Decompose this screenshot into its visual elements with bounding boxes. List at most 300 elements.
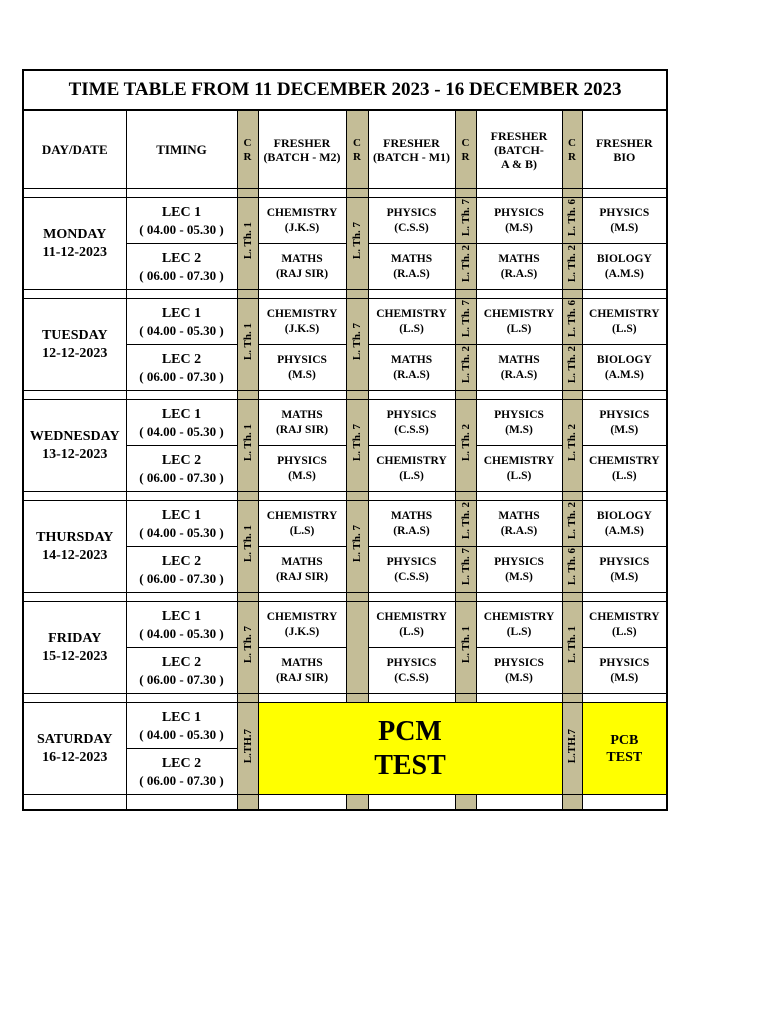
spacer-cell xyxy=(126,391,237,400)
day-name: TUESDAY xyxy=(41,327,108,343)
room-label: L. Th. 2 xyxy=(566,502,578,540)
subject-name: CHEMISTRY xyxy=(589,307,660,320)
subject-cell xyxy=(258,446,346,492)
spacer-cell xyxy=(368,795,455,811)
lecture-label: LEC 1 xyxy=(161,709,202,725)
teacher-initials: (L.S) xyxy=(506,322,532,335)
spacer-cell xyxy=(562,189,582,198)
day-date-cell xyxy=(23,602,126,694)
lecture-label: LEC 2 xyxy=(161,351,202,367)
subject-name: MATHS xyxy=(390,353,433,366)
subject-name: MATHS xyxy=(498,252,540,265)
teacher-initials: (RAJ SIR) xyxy=(275,267,329,280)
spacer-cell xyxy=(476,290,562,299)
subject-cell xyxy=(476,547,562,593)
lecture-time: ( 04.00 - 05.30 ) xyxy=(139,625,224,641)
room-label: L. Th. 2 xyxy=(459,245,472,283)
spacer-cell xyxy=(476,492,562,501)
room-cell xyxy=(346,198,368,290)
header-cr: C R xyxy=(237,110,258,189)
spacer-cell xyxy=(258,492,346,501)
subject-cell xyxy=(476,648,562,694)
subject-cell xyxy=(258,648,346,694)
spacer-cell xyxy=(258,795,346,811)
lecture-time: ( 06.00 - 07.30 ) xyxy=(139,671,224,687)
lecture-label: LEC 1 xyxy=(161,406,202,422)
subject-cell xyxy=(368,198,455,244)
room-cell xyxy=(455,602,476,694)
subject-name: PHYSICS xyxy=(494,656,544,669)
teacher-initials: (L.S) xyxy=(612,625,637,638)
subject-cell xyxy=(368,299,455,345)
teacher-initials: (M.S) xyxy=(288,469,316,482)
subject-name: PHYSICS xyxy=(386,656,437,669)
lecture-cell xyxy=(126,648,237,694)
subject-name: PHYSICS xyxy=(599,206,650,219)
teacher-initials: (L.S) xyxy=(399,625,424,638)
subject-name: CHEMISTRY xyxy=(589,454,660,467)
subject-cell xyxy=(258,501,346,547)
subject-name: PHYSICS xyxy=(386,408,437,421)
spacer-cell xyxy=(368,492,455,501)
header-batch-m2: FRESHER (BATCH - M2) xyxy=(258,110,346,189)
subject-cell xyxy=(476,244,562,290)
spacer-cell xyxy=(23,391,126,400)
room-cell xyxy=(346,299,368,391)
lecture-time: ( 04.00 - 05.30 ) xyxy=(139,221,224,237)
subject-name: BIOLOGY xyxy=(596,509,652,522)
room-cell xyxy=(455,345,476,391)
subject-cell xyxy=(582,501,667,547)
room-cell xyxy=(562,345,582,391)
room-cell xyxy=(562,244,582,290)
room-label: L. Th. 1 xyxy=(241,323,254,361)
lecture-label: LEC 2 xyxy=(161,654,202,670)
teacher-initials: (R.A.S) xyxy=(393,267,430,280)
timetable xyxy=(22,69,668,811)
room-label: L. Th. 7 xyxy=(459,300,472,338)
subject-name: CHEMISTRY xyxy=(483,307,555,320)
subject-name: MATHS xyxy=(390,252,433,265)
lecture-time: ( 04.00 - 05.30 ) xyxy=(139,322,224,338)
spacer-cell xyxy=(126,189,237,198)
room-cell xyxy=(346,400,368,492)
room-label: L. Th. 2 xyxy=(566,346,578,384)
room-label: L. Th. 1 xyxy=(241,222,254,260)
subject-name: PHYSICS xyxy=(277,353,327,366)
room-cell xyxy=(346,501,368,593)
room-label: L. Th. 1 xyxy=(459,626,472,664)
spacer-cell xyxy=(562,593,582,602)
spacer-cell xyxy=(368,694,455,703)
spacer-cell xyxy=(237,795,258,811)
subject-name: CHEMISTRY xyxy=(266,307,338,320)
subject-cell xyxy=(476,602,562,648)
subject-cell xyxy=(368,400,455,446)
lecture-cell xyxy=(126,400,237,446)
subject-cell xyxy=(582,198,667,244)
room-label: L.TH.7 xyxy=(241,728,254,764)
subject-cell xyxy=(368,446,455,492)
spacer-cell xyxy=(258,593,346,602)
room-cell xyxy=(562,198,582,244)
lecture-cell xyxy=(126,299,237,345)
spacer-cell xyxy=(346,795,368,811)
spacer-cell xyxy=(346,694,368,703)
timetable-title: TIME TABLE FROM 11 DECEMBER 2023 - 16 DECEMBER 2023 xyxy=(23,70,667,110)
day-name: MONDAY xyxy=(43,226,107,242)
spacer-cell xyxy=(455,694,476,703)
teacher-initials: (M.S) xyxy=(610,671,639,684)
day-name: SATURDAY xyxy=(37,731,113,747)
spacer-cell xyxy=(237,189,258,198)
day-date-cell xyxy=(23,299,126,391)
spacer-cell xyxy=(368,189,455,198)
room-cell xyxy=(237,501,258,593)
day-date: 15-12-2023 xyxy=(42,648,108,664)
teacher-initials: (C.S.S) xyxy=(394,221,429,234)
subject-cell xyxy=(582,400,667,446)
subject-cell xyxy=(476,299,562,345)
subject-cell xyxy=(582,648,667,694)
lecture-time: ( 04.00 - 05.30 ) xyxy=(139,726,224,742)
spacer-cell xyxy=(368,593,455,602)
spacer-cell xyxy=(562,795,582,811)
spacer-cell xyxy=(126,593,237,602)
spacer-cell xyxy=(237,391,258,400)
spacer-cell xyxy=(258,290,346,299)
room-cell xyxy=(455,198,476,244)
teacher-initials: (M.S) xyxy=(610,423,639,436)
spacer-row xyxy=(23,593,667,602)
header-batch-ab: FRESHER (BATCH- A & B) xyxy=(476,110,562,189)
room-cell xyxy=(562,400,582,492)
header-batch-bio: FRESHER BIO xyxy=(582,110,667,189)
lecture-time: ( 04.00 - 05.30 ) xyxy=(139,423,224,439)
teacher-initials: (M.S) xyxy=(505,570,533,583)
day-date-cell xyxy=(23,400,126,492)
pcb-test-cell: PCB TEST xyxy=(582,703,667,795)
spacer-cell xyxy=(126,694,237,703)
subject-name: MATHS xyxy=(281,408,323,421)
day-name: THURSDAY xyxy=(36,529,114,545)
subject-cell xyxy=(258,602,346,648)
room-cell xyxy=(455,501,476,547)
spacer-cell xyxy=(455,795,476,811)
spacer-cell xyxy=(455,189,476,198)
spacer-cell xyxy=(476,795,562,811)
spacer-cell xyxy=(126,290,237,299)
day-date-cell xyxy=(23,198,126,290)
spacer-cell xyxy=(368,290,455,299)
subject-name: MATHS xyxy=(390,509,433,522)
room-label: L. Th. 7 xyxy=(459,548,472,586)
spacer-cell xyxy=(455,290,476,299)
subject-cell xyxy=(368,244,455,290)
day-date: 16-12-2023 xyxy=(42,749,108,765)
header-timing: TIMING xyxy=(126,110,237,189)
lecture-label: LEC 2 xyxy=(161,250,202,266)
teacher-initials: (A.M.S) xyxy=(604,368,644,381)
room-cell xyxy=(237,703,258,795)
subject-cell xyxy=(258,547,346,593)
subject-cell xyxy=(258,400,346,446)
header-cr: C R xyxy=(346,110,368,189)
lecture-label: LEC 2 xyxy=(161,553,202,569)
room-cell xyxy=(455,400,476,492)
lecture-time: ( 06.00 - 07.30 ) xyxy=(139,570,224,586)
subject-name: CHEMISTRY xyxy=(266,509,338,522)
lecture-cell xyxy=(126,749,237,795)
spacer-cell xyxy=(582,290,667,299)
spacer-cell xyxy=(126,795,237,811)
spacer-cell xyxy=(237,694,258,703)
spacer-cell xyxy=(23,593,126,602)
spacer-cell xyxy=(126,492,237,501)
subject-cell xyxy=(476,400,562,446)
teacher-initials: (M.S) xyxy=(505,221,533,234)
spacer-cell xyxy=(455,492,476,501)
teacher-initials: (RAJ SIR) xyxy=(275,423,329,436)
room-cell xyxy=(562,501,582,547)
spacer-cell xyxy=(368,391,455,400)
spacer-row xyxy=(23,189,667,198)
day-date: 13-12-2023 xyxy=(42,446,108,462)
room-cell xyxy=(237,198,258,290)
room-label: L. Th. 2 xyxy=(459,424,472,462)
room-cell xyxy=(562,299,582,345)
spacer-cell xyxy=(582,593,667,602)
subject-cell xyxy=(582,602,667,648)
spacer-cell xyxy=(562,492,582,501)
room-label: L. Th. 2 xyxy=(566,245,578,283)
subject-name: CHEMISTRY xyxy=(589,610,660,623)
lecture-cell xyxy=(126,446,237,492)
spacer-row xyxy=(23,694,667,703)
lecture-time: ( 06.00 - 07.30 ) xyxy=(139,267,224,283)
spacer-cell xyxy=(562,290,582,299)
teacher-initials: (L.S) xyxy=(399,469,424,482)
teacher-initials: (R.A.S) xyxy=(500,368,538,381)
pcm-test-cell: PCM TEST xyxy=(258,703,562,795)
lecture-cell xyxy=(126,198,237,244)
subject-name: MATHS xyxy=(498,509,540,522)
teacher-initials: (C.S.S) xyxy=(394,671,429,684)
teacher-initials: (L.S) xyxy=(399,322,424,335)
teacher-initials: (M.S) xyxy=(610,221,639,234)
subject-name: PHYSICS xyxy=(494,555,544,568)
subject-name: CHEMISTRY xyxy=(266,610,338,623)
day-row-lec1 xyxy=(23,602,667,648)
day-row-lec1 xyxy=(23,501,667,547)
day-date: 14-12-2023 xyxy=(42,547,108,563)
spacer-cell xyxy=(23,290,126,299)
bottom-spacer-row xyxy=(23,795,667,811)
room-label: L. Th. 2 xyxy=(566,424,578,462)
lecture-label: LEC 2 xyxy=(161,452,202,468)
day-date: 11-12-2023 xyxy=(42,244,108,260)
day-name: FRIDAY xyxy=(48,630,102,646)
room-cell xyxy=(455,299,476,345)
subject-cell xyxy=(476,446,562,492)
room-cell xyxy=(237,400,258,492)
teacher-initials: (L.S) xyxy=(612,322,637,335)
room-cell xyxy=(455,244,476,290)
spacer-cell xyxy=(346,492,368,501)
subject-cell xyxy=(476,198,562,244)
room-cell xyxy=(455,547,476,593)
teacher-initials: (L.S) xyxy=(506,625,532,638)
header-cr: C R xyxy=(562,110,582,189)
spacer-cell xyxy=(455,391,476,400)
spacer-cell xyxy=(476,694,562,703)
lecture-cell xyxy=(126,703,237,749)
room-label: L. Th. 1 xyxy=(241,424,254,462)
teacher-initials: (R.A.S) xyxy=(500,267,538,280)
spacer-cell xyxy=(582,189,667,198)
room-cell xyxy=(562,547,582,593)
spacer-cell xyxy=(582,795,667,811)
header-batch-m1: FRESHER (BATCH - M1) xyxy=(368,110,455,189)
day-row-lec1 xyxy=(23,400,667,446)
subject-cell xyxy=(368,547,455,593)
subject-name: MATHS xyxy=(498,353,540,366)
spacer-cell xyxy=(258,694,346,703)
subject-name: CHEMISTRY xyxy=(483,454,555,467)
spacer-cell xyxy=(562,694,582,703)
lecture-label: LEC 1 xyxy=(161,507,202,523)
teacher-initials: (L.S) xyxy=(612,469,637,482)
room-label: L. Th. 7 xyxy=(351,424,363,462)
spacer-cell xyxy=(582,492,667,501)
lecture-cell xyxy=(126,244,237,290)
spacer-cell xyxy=(346,290,368,299)
subject-name: BIOLOGY xyxy=(596,353,652,366)
day-row-lec1 xyxy=(23,198,667,244)
teacher-initials: (A.M.S) xyxy=(604,267,644,280)
subject-name: PHYSICS xyxy=(599,656,650,669)
subject-cell xyxy=(582,547,667,593)
subject-name: MATHS xyxy=(281,555,323,568)
teacher-initials: (M.S) xyxy=(505,671,533,684)
subject-name: CHEMISTRY xyxy=(483,610,555,623)
room-label: L. Th. 7 xyxy=(241,626,254,664)
subject-cell xyxy=(258,345,346,391)
lecture-cell xyxy=(126,602,237,648)
spacer-cell xyxy=(237,593,258,602)
room-cell xyxy=(237,602,258,694)
subject-cell xyxy=(582,446,667,492)
lecture-cell xyxy=(126,345,237,391)
teacher-initials: (M.S) xyxy=(288,368,316,381)
day-date-cell xyxy=(23,703,126,795)
teacher-initials: (RAJ SIR) xyxy=(275,671,329,684)
lecture-time: ( 06.00 - 07.30 ) xyxy=(139,368,224,384)
teacher-initials: (R.A.S) xyxy=(393,524,430,537)
teacher-initials: (M.S) xyxy=(505,423,533,436)
subject-name: PHYSICS xyxy=(494,206,544,219)
room-label: L.TH.7 xyxy=(566,728,578,764)
lecture-label: LEC 1 xyxy=(161,305,202,321)
teacher-initials: (J.K.S) xyxy=(284,221,320,234)
spacer-cell xyxy=(258,189,346,198)
day-row-lec1 xyxy=(23,299,667,345)
teacher-initials: (M.S) xyxy=(610,570,639,583)
teacher-initials: (A.M.S) xyxy=(604,524,644,537)
room-label: L. Th. 1 xyxy=(566,626,578,664)
spacer-cell xyxy=(23,694,126,703)
subject-name: PHYSICS xyxy=(386,206,437,219)
lecture-label: LEC 1 xyxy=(161,608,202,624)
subject-name: CHEMISTRY xyxy=(266,206,338,219)
subject-name: PHYSICS xyxy=(277,454,327,467)
subject-name: CHEMISTRY xyxy=(376,610,447,623)
spacer-cell xyxy=(237,290,258,299)
room-label: L. Th. 6 xyxy=(566,548,578,586)
lecture-time: ( 06.00 - 07.30 ) xyxy=(139,469,224,485)
subject-cell xyxy=(258,299,346,345)
teacher-initials: (C.S.S) xyxy=(394,570,429,583)
room-label: L. Th. 2 xyxy=(459,346,472,384)
room-label: L. Th. 7 xyxy=(459,199,472,237)
day-name: WEDNESDAY xyxy=(29,428,120,444)
header-cr: C R xyxy=(455,110,476,189)
spacer-cell xyxy=(455,593,476,602)
subject-cell xyxy=(368,345,455,391)
teacher-initials: (J.K.S) xyxy=(284,322,320,335)
spacer-cell xyxy=(346,593,368,602)
subject-name: BIOLOGY xyxy=(596,252,652,265)
subject-cell xyxy=(476,501,562,547)
subject-name: MATHS xyxy=(281,656,323,669)
lecture-label: LEC 2 xyxy=(161,755,202,771)
room-label: L. Th. 6 xyxy=(566,300,578,338)
teacher-initials: (L.S) xyxy=(289,524,315,537)
saturday-row-lec1 xyxy=(23,703,667,749)
lecture-cell xyxy=(126,547,237,593)
teacher-initials: (RAJ SIR) xyxy=(275,570,329,583)
day-date: 12-12-2023 xyxy=(42,345,108,361)
subject-cell xyxy=(368,648,455,694)
room-label: L. Th. 2 xyxy=(459,502,472,540)
spacer-cell xyxy=(346,189,368,198)
subject-cell xyxy=(476,345,562,391)
subject-name: MATHS xyxy=(281,252,323,265)
subject-name: PHYSICS xyxy=(599,555,650,568)
teacher-initials: (C.S.S) xyxy=(394,423,429,436)
lecture-cell xyxy=(126,501,237,547)
room-cell xyxy=(562,703,582,795)
teacher-initials: (L.S) xyxy=(506,469,532,482)
room-cell xyxy=(237,299,258,391)
spacer-cell xyxy=(476,593,562,602)
room-label: L. Th. 7 xyxy=(351,323,363,361)
subject-cell xyxy=(368,501,455,547)
subject-cell xyxy=(258,244,346,290)
spacer-cell xyxy=(23,492,126,501)
spacer-cell xyxy=(23,795,126,811)
subject-cell xyxy=(582,345,667,391)
day-date-cell xyxy=(23,501,126,593)
spacer-row xyxy=(23,492,667,501)
subject-cell xyxy=(368,602,455,648)
spacer-cell xyxy=(476,391,562,400)
subject-name: PHYSICS xyxy=(494,408,544,421)
lecture-time: ( 06.00 - 07.30 ) xyxy=(139,772,224,788)
teacher-initials: (J.K.S) xyxy=(284,625,320,638)
spacer-cell xyxy=(23,189,126,198)
teacher-initials: (R.A.S) xyxy=(393,368,430,381)
